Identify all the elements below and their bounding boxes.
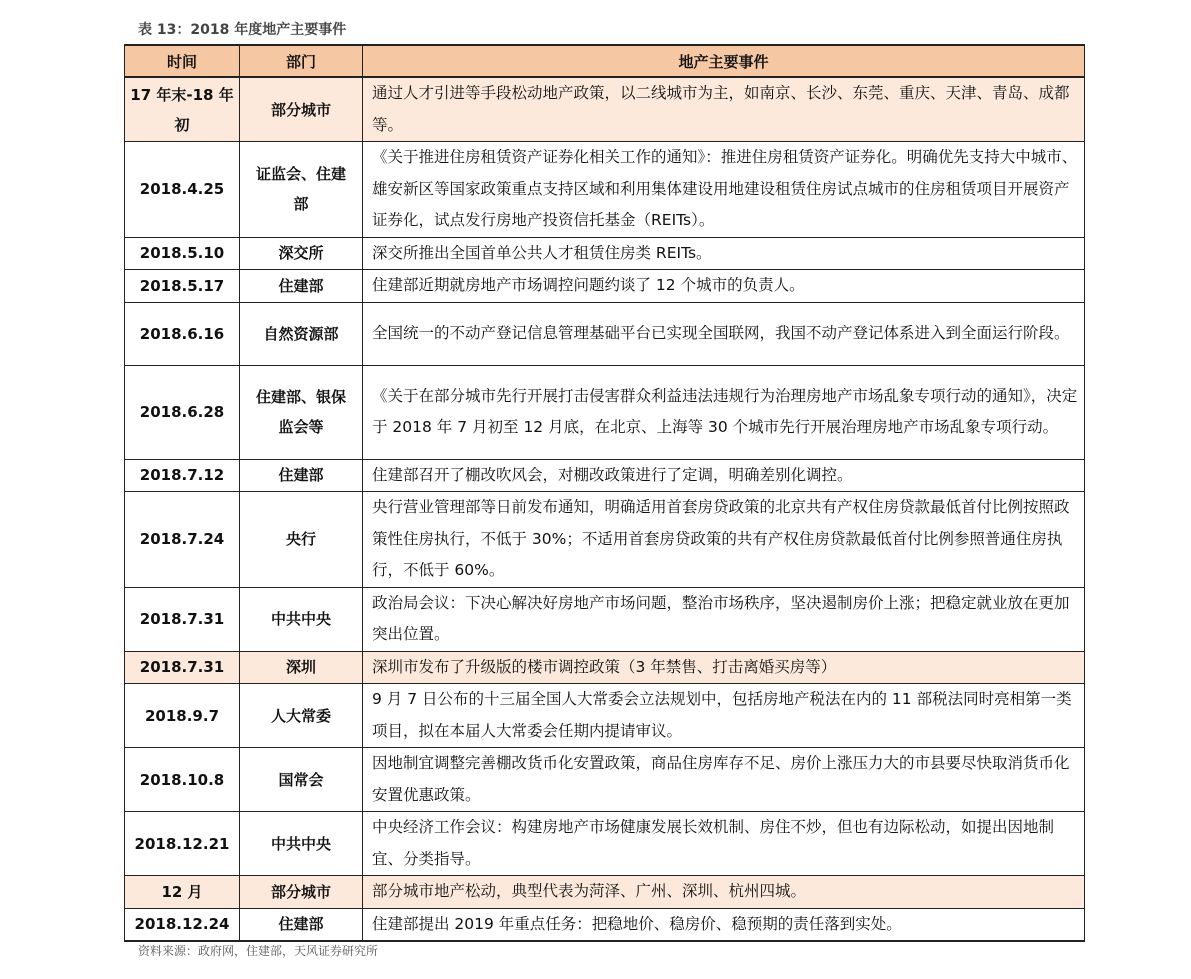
events-table: [124, 44, 1085, 942]
row-dept: 住建部: [240, 908, 363, 941]
table-row: [125, 77, 1085, 142]
table-row: [125, 365, 1085, 459]
row-date: 2018.7.24: [125, 492, 240, 588]
header-dept: 部门: [240, 45, 363, 77]
row-date: 2018.9.7: [125, 684, 240, 748]
table-row: [125, 684, 1085, 748]
row-event: 深交所推出全国首单公共人才租赁住房类 REITs。: [363, 237, 1085, 270]
row-dept: 深交所: [240, 237, 363, 270]
row-dept: 住建部: [240, 459, 363, 492]
row-dept: 部分城市: [240, 876, 363, 909]
table-row: [125, 142, 1085, 238]
row-event: 全国统一的不动产登记信息管理基础平台已实现全国联网，我国不动产登记体系进入到全面运行阶段。: [363, 302, 1085, 365]
row-event: 《关于在部分城市先行开展打击侵害群众利益违法违规行为治理房地产市场乱象专项行动的通知》，决定于 2018 年 7 月初至 12 月底，在北京、上海等 30 个城市先行开展治理房地产市场乱象专项行动。: [363, 365, 1085, 459]
row-event: 住建部提出 2019 年重点任务：把稳地价、稳房价、稳预期的责任落到实处。: [363, 908, 1085, 941]
row-date: 2018.10.8: [125, 748, 240, 812]
header-row: [125, 45, 1085, 77]
row-event: 政治局会议：下决心解决好房地产市场问题，整治市场秩序，坚决遏制房价上涨；把稳定就业放在更加突出位置。: [363, 587, 1085, 651]
header-time: 时间: [125, 45, 240, 77]
row-event: 央行营业管理部等日前发布通知，明确适用首套房贷政策的北京共有产权住房贷款最低首付比例按照政策性住房执行，不低于 30%；不适用首套房贷政策的共有产权住房贷款最低首付比例参照普通住房执行，不低于 60%。: [363, 492, 1085, 588]
row-date: 12 月: [125, 876, 240, 909]
row-dept: 部分城市: [240, 77, 363, 142]
row-date: 2018.5.10: [125, 237, 240, 270]
row-dept: 人大常委: [240, 684, 363, 748]
row-dept: 住建部、银保监会等: [240, 365, 363, 459]
table-caption: 表 13：2018 年度地产主要事件: [138, 22, 347, 38]
row-event: 住建部近期就房地产市场调控问题约谈了 12 个城市的负责人。: [363, 270, 1085, 303]
table-row: [125, 651, 1085, 684]
row-dept: 住建部: [240, 270, 363, 303]
row-event: 9 月 7 日公布的十三届全国人大常委会立法规划中，包括房地产税法在内的 11 部税法同时亮相第一类项目，拟在本届人大常委会任期内提请审议。: [363, 684, 1085, 748]
table-row: [125, 876, 1085, 909]
row-event: 部分城市地产松动，典型代表为菏泽、广州、深圳、杭州四城。: [363, 876, 1085, 909]
table-row: [125, 492, 1085, 588]
row-date: 2018.12.21: [125, 812, 240, 876]
row-event: 因地制宜调整完善棚改货币化安置政策，商品住房库存不足、房价上涨压力大的市县要尽快取消货币化安置优惠政策。: [363, 748, 1085, 812]
row-dept: 中共中央: [240, 812, 363, 876]
row-dept: 自然资源部: [240, 302, 363, 365]
table-row: [125, 459, 1085, 492]
row-event: 中央经济工作会议：构建房地产市场健康发展长效机制、房住不炒，但也有边际松动，如提出因地制宜、分类指导。: [363, 812, 1085, 876]
table-row: [125, 748, 1085, 812]
row-date: 2018.7.31: [125, 587, 240, 651]
row-event: 通过人才引进等手段松动地产政策，以二线城市为主，如南京、长沙、东莞、重庆、天津、青岛、成都等。: [363, 77, 1085, 142]
table-row: [125, 270, 1085, 303]
source-note: 资料来源：政府网，住建部，天风证券研究所: [138, 944, 379, 958]
row-date: 2018.7.12: [125, 459, 240, 492]
row-date: 2018.6.16: [125, 302, 240, 365]
row-dept: 证监会、住建部: [240, 142, 363, 238]
row-event: 住建部召开了棚改吹风会，对棚改政策进行了定调，明确差别化调控。: [363, 459, 1085, 492]
row-event: 深圳市发布了升级版的楼市调控政策（3 年禁售、打击离婚买房等）: [363, 651, 1085, 684]
row-dept: 国常会: [240, 748, 363, 812]
table-row: [125, 812, 1085, 876]
row-event: 《关于推进住房租赁资产证券化相关工作的通知》：推进住房租赁资产证券化。明确优先支持大中城市、雄安新区等国家政策重点支持区域和利用集体建设用地建设租赁住房试点城市的住房租赁项目开展资产证券化，试点发行房地产投资信托基金（REITs）。: [363, 142, 1085, 238]
row-date: 2018.12.24: [125, 908, 240, 941]
row-date: 2018.6.28: [125, 365, 240, 459]
table-row: [125, 302, 1085, 365]
row-dept: 深圳: [240, 651, 363, 684]
table-row: [125, 908, 1085, 941]
row-date: 17 年末-18 年初: [125, 77, 240, 142]
table-row: [125, 587, 1085, 651]
row-dept: 央行: [240, 492, 363, 588]
row-date: 2018.4.25: [125, 142, 240, 238]
header-event: 地产主要事件: [363, 45, 1085, 77]
row-dept: 中共中央: [240, 587, 363, 651]
table-row: [125, 237, 1085, 270]
row-date: 2018.5.17: [125, 270, 240, 303]
row-date: 2018.7.31: [125, 651, 240, 684]
